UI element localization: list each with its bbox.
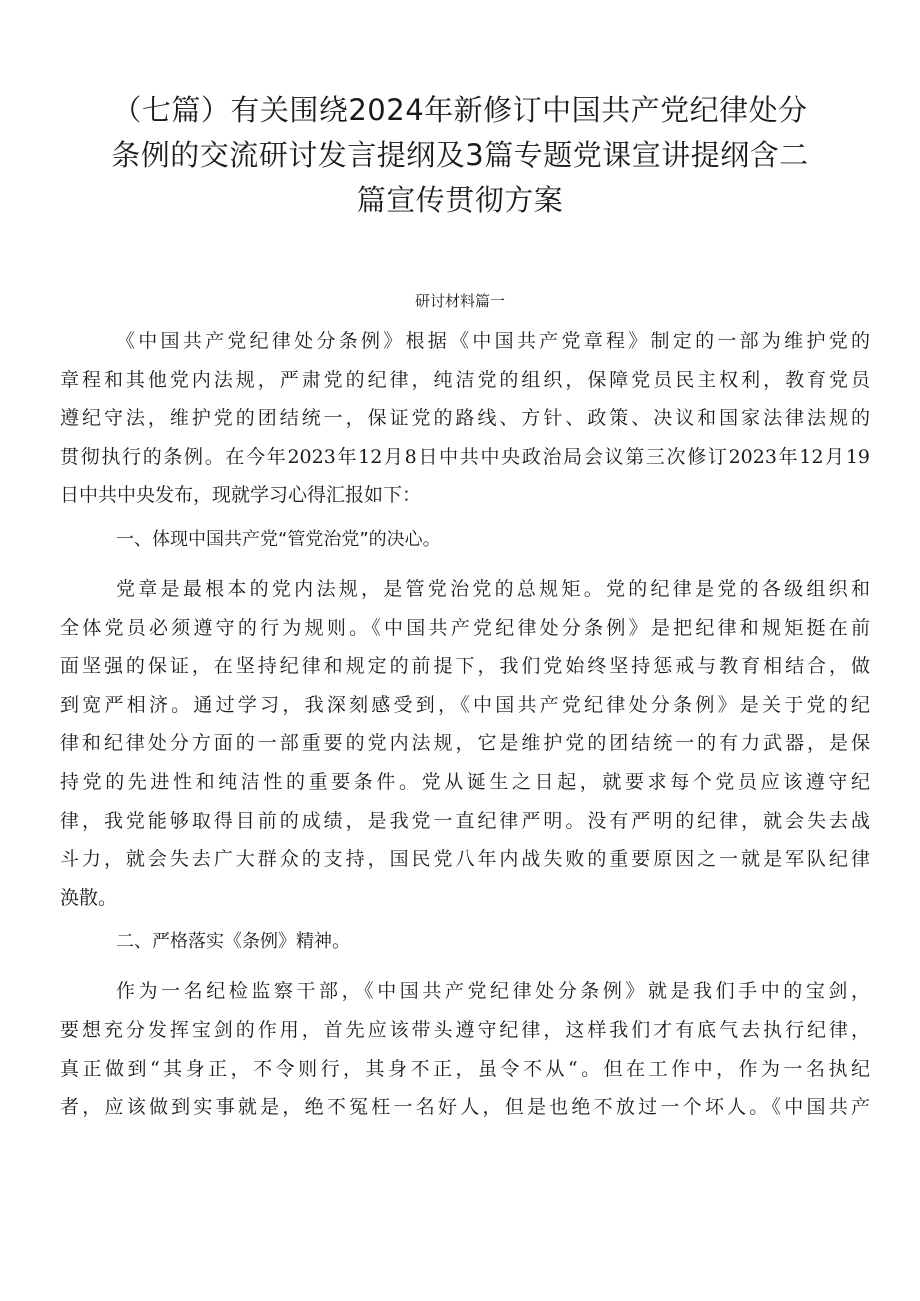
section-label: 研讨材料篇一 — [414, 292, 505, 310]
paragraph-line: 面坚强的保证，在坚持纪律和规定的前提下，我们党始终坚持惩戒与教育相结合，做 — [60, 655, 870, 678]
paragraph-line: 持党的先进性和纯洁性的重要条件。党从诞生之日起，就要求每个党员应该遵守纪 — [60, 770, 870, 793]
document-title — [60, 88, 860, 223]
paragraph-line: 律，我党能够取得目前的成绩，是我党一直纪律严明。没有严明的纪律，就会失去战 — [60, 809, 870, 832]
paragraph-line: 真正做到“其身正，不令则行，其身不正，虽令不从“。但在工作中，作为一名执纪 — [60, 1057, 870, 1080]
paragraph-line: 到宽严相济。通过学习，我深刻感受到，《中国共产党纪律处分条例》是关于党的纪 — [60, 693, 870, 716]
document-body — [60, 322, 870, 1127]
paragraph-line: 党章是最根本的党内法规，是管党治党的总规矩。党的纪律是党的各级组织和 — [116, 577, 870, 600]
section-heading: 一、体现中国共产党“管党治党”的决心。 — [116, 528, 441, 550]
paragraph-line: 《中国共产党纪律处分条例》根据《中国共产党章程》制定的一部为维护党的 — [116, 330, 870, 352]
paragraph-line: 斗力，就会失去广大群众的支持，国民党八年内战失败的重要原因之一就是军队纪律 — [60, 848, 870, 871]
paragraph-line: 要想充分发挥宝剑的作用，首先应该带头遵守纪律，这样我们才有底气去执行纪律， — [60, 1018, 870, 1041]
title-line: 篇宣传贯彻方案 — [356, 183, 564, 217]
paragraph-line: 章程和其他党内法规，严肃党的纪律，纯洁党的组织，保障党员民主权利，教育党员 — [60, 368, 870, 391]
paragraph-line: 者，应该做到实事就是，绝不冤枉一名好人，但是也绝不放过一个坏人。《中国共产 — [60, 1096, 870, 1119]
paragraph-line: 律和纪律处分方面的一部重要的党内法规，它是维护党的团结统一的有力武器，是保 — [60, 732, 870, 755]
paragraph-line: 贯彻执行的条例。在今年2023年12月8日中共中央政治局会议第三次修订2023年12月19 — [60, 445, 870, 468]
title-line: （七篇）有关围绕2024年新修订中国共产党纪律处分 — [112, 93, 808, 127]
paragraph-line: 作为一名纪检监察干部，《中国共产党纪律处分条例》就是我们手中的宝剑， — [116, 980, 870, 1003]
paragraph-line: 日中共中央发布，现就学习心得汇报如下： — [60, 484, 422, 507]
title-line: 条例的交流研讨发言提纲及3篇专题党课宣讲提纲含二 — [111, 138, 809, 172]
paragraph-line: 涣散。 — [60, 886, 118, 909]
paragraph-line: 遵纪守法，维护党的团结统一，保证党的路线、方针、政策、决议和国家法律法规的 — [60, 407, 870, 430]
section-heading: 二、严格落实《条例》精神。 — [116, 931, 350, 953]
paragraph-line: 全体党员必须遵守的行为规则。《中国共产党纪律处分条例》是把纪律和规矩挺在前 — [60, 616, 870, 639]
